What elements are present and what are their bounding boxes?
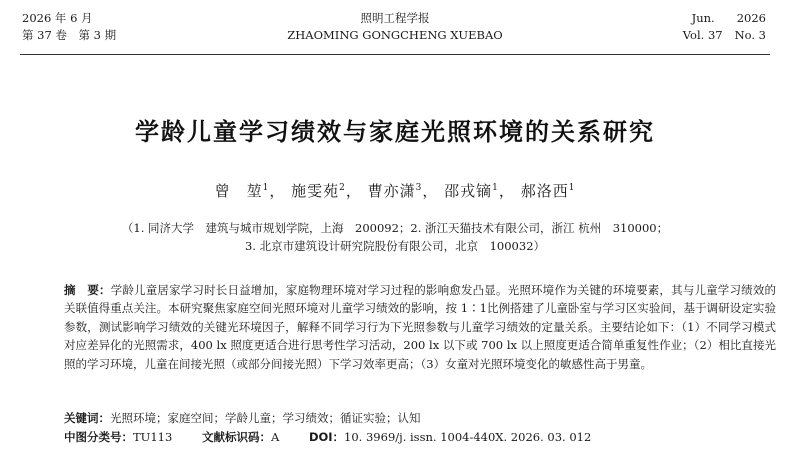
author-affil-mark: 1 (262, 183, 270, 193)
author-name: 施雯苑 (291, 182, 340, 200)
header-no: No. 3 (734, 28, 766, 42)
author-name: 曹亦潇 (367, 182, 416, 200)
author-name: 邵戎镝 (444, 182, 493, 200)
author-affil-mark: 3 (415, 183, 423, 193)
journal-name-cn: 照明工程学报 (360, 11, 430, 25)
header-vol: Vol. 37 (682, 28, 723, 42)
doc-code-value: A (270, 430, 280, 444)
doi-value: 10. 3969/j. issn. 1004-440X. 2026. 03. 012 (344, 430, 592, 444)
doc-code-label: 文献标识码： (201, 430, 271, 444)
clc-label: 中图分类号： (64, 430, 133, 444)
keywords (64, 410, 421, 426)
author-name: 曾 堃 (214, 182, 263, 200)
doi-label: DOI： (308, 430, 345, 444)
abstract-label: 摘 要： (64, 283, 111, 297)
header-right (683, 10, 766, 44)
paper-title: 学龄儿童学习绩效与家庭光照环境的关系研究 (135, 118, 655, 146)
author-affil-mark: 1 (492, 183, 499, 193)
clc-value: TU113 (133, 430, 173, 444)
author-list: 曾 堃$^1$， 施雯苑$^2$， 曹亦潇$^3$， 邵戎镝$^1$， 郝洛西$^1$ (214, 182, 576, 200)
abstract (64, 281, 776, 373)
header-date: 2026 年 6 月 (22, 11, 93, 25)
header-rule (20, 54, 770, 55)
author-affil-mark: 2 (339, 183, 346, 193)
affiliation-line-1: （1. 同济大学 建筑与城市规划学院，上海 200092；2. 浙江天猫技术有限公司，浙江 杭州 310000； (121, 221, 669, 235)
keywords-label: 关键词： (64, 411, 110, 425)
header-month: Jun. (691, 11, 715, 25)
keywords-text: 光照环境；家庭空间；学龄儿童；学习绩效；循证实验；认知 (110, 411, 421, 425)
header-year: 2026 (736, 11, 766, 25)
journal-name-en: ZHAOMING GONGCHENG XUEBAO (287, 28, 503, 42)
abstract-text: 学龄儿童居家学习时长日益增加，家庭物理环境对学习过程的影响愈发凸显。光照环境作为关键的环境要素，其与儿童学习绩效的关联值得重点关注。本研究聚焦家庭空间光照环境对儿童学习绩效的影响，按 1∶1比例搭建了儿童卧室与学习区实验间，基于调研设定实验参数，测试影响学习绩效的关键光环境因子，解释不同学习行为下光照参数与儿童学习绩效的定量关系。主要结论如下：（1）不同学习模式对应差异化的光照需求，400 lx 照度更适合进行思考性学习活动，200 lx 以下或 700 lx 以上照度更适合简单重复性作业；（2）相比直接光照的学习环境，儿童在间接光照（或部分间接光照）下学习效率更高；（3）女童对光照环境变化的敏感性高于男童。 (64, 283, 776, 371)
page-header (0, 6, 790, 50)
affiliation-line-2: 3. 北京市建筑设计研究院股份有限公司，北京 100032） (244, 239, 546, 253)
author-affil-mark: 1 (568, 183, 576, 193)
author-name: 郝洛西 (520, 182, 569, 200)
header-center (0, 10, 790, 44)
header-volume: 第 37 卷 第 3 期 (22, 28, 117, 42)
classification-line (64, 429, 617, 445)
